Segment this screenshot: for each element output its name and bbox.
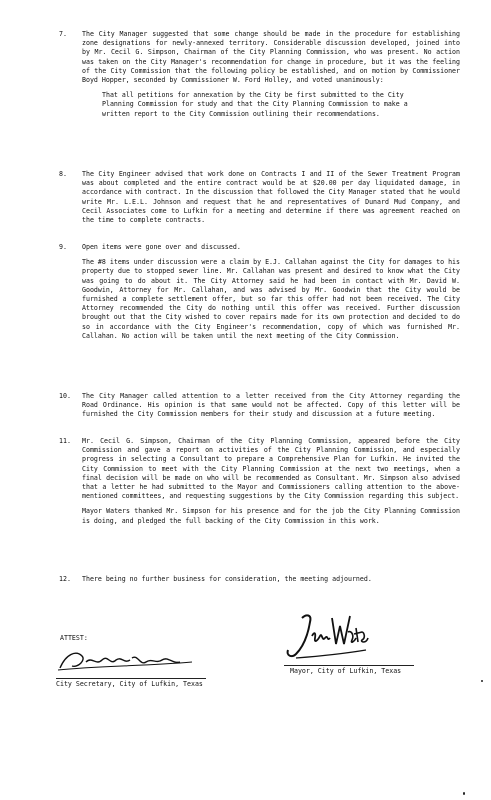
item-paragraph: The City Manager called attention to a letter received from the City Attorney regarding the Road Ordinance. His opinion is that same would not be affected. Copy of this letter will be furnished the City Commission members for their study and discussion at a future meeting. [82,392,460,419]
item-number: 8. [59,170,67,178]
scan-speck [463,792,465,795]
agenda-item-12 [60,575,460,584]
agenda-item-7 [60,30,460,119]
agenda-item-10 [60,392,460,420]
secretary-signature [56,644,196,674]
item-paragraph: There being no further business for consideration, the meeting adjourned. [82,575,372,583]
agenda-item-8 [60,170,460,225]
item-number: 7. [59,30,67,38]
mayor-signature-block [282,610,452,676]
item-paragraph: The #8 items under discussion were a claim by E.J. Callahan against the City for damages to his property due to stopped sewer line. Mr. Callahan was present and desired to know what the City was going to do about it. The City Attorney said he had been in contact with Mr. David W. Goodwin, Attorney for Mr. Callahan, and was advised by Mr. Goodwin that the City would be furnished a complete settlement offer, but so far this offer had not been received. The City Attorney recommended the City do nothing until this offer was received. Further discussion brought out that the City wished to cover repairs made for its own protection and decided to do so in accordance with the City Engineer's recommendation, copy of which was furnished Mr. Callahan. No action will be taken until the next meeting of the City Commission. [82,258,460,340]
motion-resolution: That all petitions for annexation by the City be first submitted to the City Planning Commission for study and that the City Planning Commission to make a written report to the City Commission outlining their recommendations. [102,91,408,118]
item-paragraph: The City Manager suggested that some change should be made in the procedure for establishing zone designations for newly-annexed territory. Considerable discussion developed, joined into by Mr. Cecil G. Simpson, Chairman of the City Planning Commission, who was present. No action was taken on the City Manager's recommendation for change in procedure, but it was the feeling of the City Commission that the following policy be established, and on motion by Commissioner Boyd Hopper, seconded by Commissioner W. Ford Holley, and voted unanimously: [82,30,460,85]
agenda-item-9 [60,243,460,341]
secretary-signature-block [56,644,246,689]
mayor-signature [282,610,372,662]
secretary-title: City Secretary, City of Lufkin, Texas [56,680,203,689]
agenda-item-11 [60,437,460,526]
item-number: 9. [59,243,67,251]
item-paragraph: Open items were gone over and discussed. [82,243,241,251]
item-number: 11. [59,437,71,445]
item-paragraph: The City Engineer advised that work done on Contracts I and II of the Sewer Treatment Program was about completed and the entire contract would be at $20.00 per day liquidated damage, in accordance with contract. In the discussion that followed the City Manager stated that he would write Mr. L.E.L. Johnson and request that he and representatives of Dunard Mud Company, and Cecil Associates come to Lufkin for a meeting and determine if there was agreement reached on the time to complete contracts. [82,170,460,225]
item-number: 10. [59,392,71,400]
item-number: 12. [59,575,71,583]
item-paragraph: Mr. Cecil G. Simpson, Chairman of the City Planning Commission, appeared before the City Commission and gave a report on activities of the City Planning Commission, and especially progress in selecting a Consultant to prepare a Comprehensive Plan for Lufkin. He invited the City Commission to meet with the City Planning Commission at the next two meetings, when a final decision will be made on who will be recommended as Consultant. Mr. Simpson also advised that a letter he had submitted to the Mayor and Commissioners calling attention to the above-mentioned committees, and requesting suggestions by the City Commission regarding this subject. [82,437,460,501]
item-paragraph: Mayor Waters thanked Mr. Simpson for his presence and for the job the City Planning Commission is doing, and pledged the full backing of the City Commission in this work. [82,507,460,525]
scan-speck [481,680,483,682]
signature-line [284,665,414,666]
attest-label: ATTEST: [60,634,88,642]
signature-line [56,678,206,679]
mayor-title: Mayor, City of Lufkin, Texas [290,667,402,676]
